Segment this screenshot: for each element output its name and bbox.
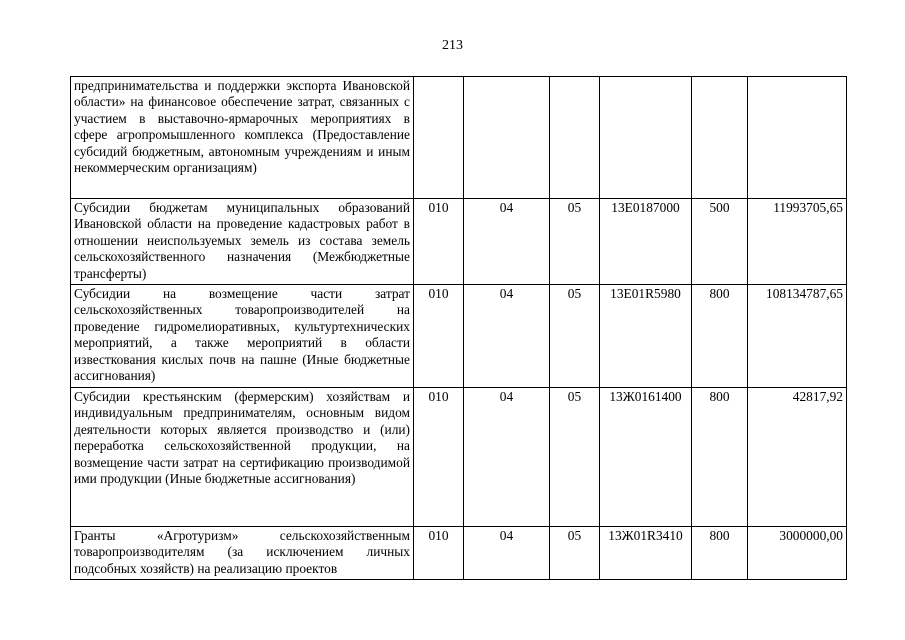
amount-value: 42817,92	[748, 388, 847, 527]
amount-value	[748, 77, 847, 199]
expense-type-code: 800	[692, 388, 748, 527]
section-code: 04	[464, 388, 550, 527]
section-code: 04	[464, 285, 550, 388]
target-article-code: 13Ж0161400	[600, 388, 692, 527]
table-row	[71, 285, 847, 388]
row-description: Субсидии крестьянским (фермерским) хозяйствам и индивидуальным предпринимателям, основным видом деятельности которых является производство и (или) переработка сельскохозяйственной продукции, на возмещение части затрат на сертификацию производимой ими продукции (Иные бюджетные ассигнования)	[71, 388, 414, 527]
section-code: 04	[464, 527, 550, 580]
subsection-code: 05	[550, 388, 600, 527]
ministry-code: 010	[414, 199, 464, 285]
subsection-code	[550, 77, 600, 199]
target-article-code	[600, 77, 692, 199]
amount-value: 3000000,00	[748, 527, 847, 580]
ministry-code: 010	[414, 527, 464, 580]
subsection-code: 05	[550, 527, 600, 580]
row-description: Субсидии на возмещение части затрат сельскохозяйственных товаропроизводителей на проведение гидромелиоративных, культуртехнических мероприятий, а также мероприятий в области известкования кислых почв на пашне (Иные бюджетные ассигнования)	[71, 285, 414, 388]
row-description: предпринимательства и поддержки экспорта Ивановской области» на финансовое обеспечение затрат, связанных с участием в выставочно-ярмарочных мероприятиях в сфере агропромышленного комплекса (Предоставление субсидий бюджетным, автономным учреждениям и иным некоммерческим организациям)	[71, 77, 414, 199]
row-description-text: Гранты «Агротуризм» сельскохозяйственным товаропроизводителям (за исключением личных подсобных хозяйств) на реализацию проектов	[74, 528, 410, 576]
table-row	[71, 77, 847, 199]
ministry-code	[414, 77, 464, 199]
budget-table	[70, 76, 847, 580]
expense-type-code: 800	[692, 285, 748, 388]
target-article-code: 13Е01R5980	[600, 285, 692, 388]
table-row	[71, 527, 847, 580]
ministry-code: 010	[414, 285, 464, 388]
section-code	[464, 77, 550, 199]
page-number: 213	[442, 38, 463, 53]
amount-value: 11993705,65	[748, 199, 847, 285]
ministry-code: 010	[414, 388, 464, 527]
row-description	[71, 527, 414, 580]
table-row	[71, 388, 847, 527]
expense-type-code: 800	[692, 527, 748, 580]
section-code: 04	[464, 199, 550, 285]
table-row	[71, 199, 847, 285]
subsection-code: 05	[550, 199, 600, 285]
row-description: Субсидии бюджетам муниципальных образований Ивановской области на проведение кадастровых работ в отношении неиспользуемых земель из состава земель сельскохозяйственного назначения (Межбюджетные трансферты)	[71, 199, 414, 285]
target-article-code: 13Ж01R3410	[600, 527, 692, 580]
amount-value: 108134787,65	[748, 285, 847, 388]
expense-type-code: 500	[692, 199, 748, 285]
target-article-code: 13Е0187000	[600, 199, 692, 285]
subsection-code: 05	[550, 285, 600, 388]
expense-type-code	[692, 77, 748, 199]
